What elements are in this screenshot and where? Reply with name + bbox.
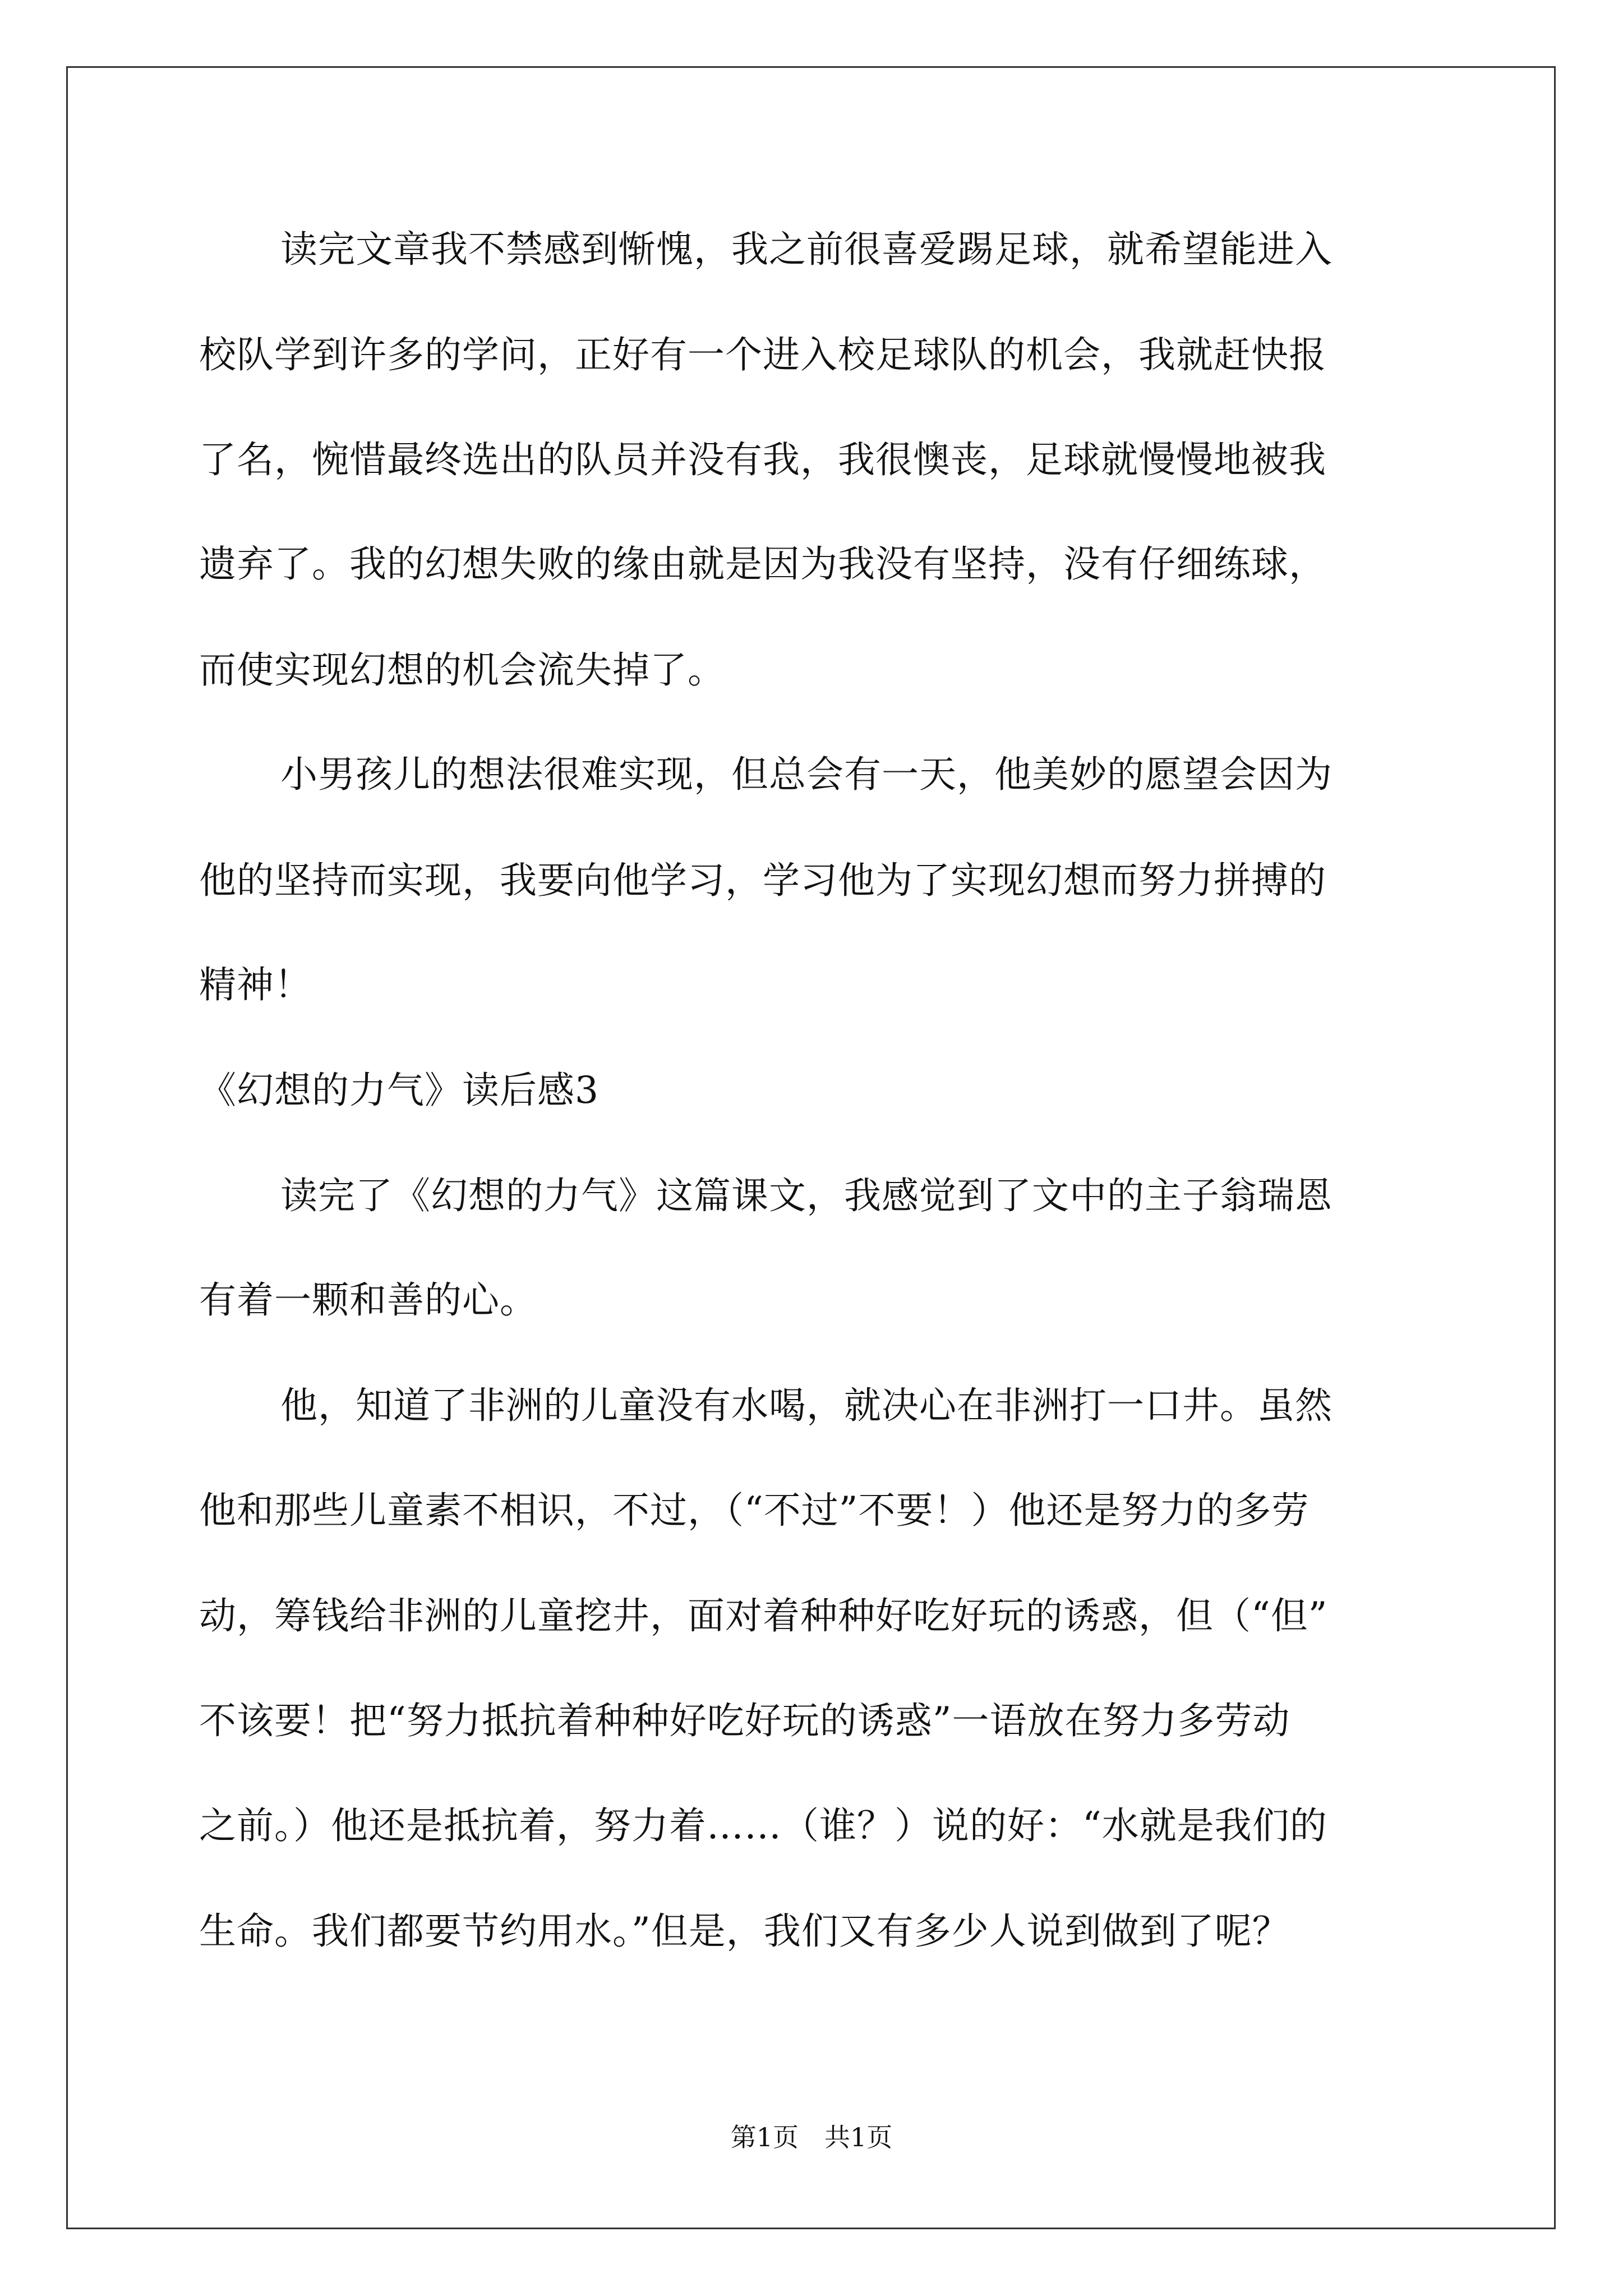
paragraph-line: 读完了《幻想的力气》这篇课文，我感觉到了文中的主子翁瑞恩	[280, 1174, 1332, 1217]
paragraph-line: 小男孩儿的想法很难实现，但总会有一天，他美妙的愿望会因为	[280, 753, 1332, 796]
paragraph-line: 不该要！把“努力抵抗着种种好吃好玩的诱惑”一语放在努力多劳动	[199, 1699, 1290, 1742]
paragraph-line: 遗弃了。我的幻想失败的缘由就是因为我没有坚持，没有仔细练球，	[199, 542, 1326, 586]
paragraph-line: 校队学到许多的学问，正好有一个进入校足球队的机会，我就赶快报	[199, 333, 1326, 376]
paragraph-line: 生命。我们都要节约用水。”但是，我们又有多少人说到做到了呢？	[199, 1910, 1290, 1953]
paragraph-line: 他，知道了非洲的儿童没有水喝，就决心在非洲打一口井。虽然	[280, 1384, 1332, 1427]
paragraph-line: 读完文章我不禁感到惭愧，我之前很喜爱踢足球，就希望能进入	[280, 228, 1332, 271]
paragraph-line: 他的坚持而实现，我要向他学习，学习他为了实现幻想而努力拼搏的	[199, 859, 1326, 902]
section-heading: 《幻想的力气》读后感3	[199, 1069, 599, 1112]
paragraph-line: 有着一颗和善的心。	[199, 1278, 537, 1322]
paragraph-line: 动，筹钱给非洲的儿童挖井，面对着种种好吃好玩的诱惑，但（“但”	[199, 1594, 1328, 1637]
page-number-footer: 第1页 共1页	[730, 2122, 893, 2152]
paragraph-line: 而使实现幻想的机会流失掉了。	[199, 648, 725, 692]
page-border	[66, 66, 1556, 2229]
paragraph-line: 他和那些儿童素不相识，不过，（“不过”不要！）他还是努力的多劳	[199, 1489, 1310, 1532]
paragraph-line: 了名，惋惜最终选出的队员并没有我，我很懊丧，足球就慢慢地被我	[199, 438, 1326, 481]
paragraph-line: 精神！	[199, 963, 312, 1006]
paragraph-line: 之前。）他还是抵抗着，努力着……（谁？）说的好：“水就是我们的	[199, 1804, 1327, 1847]
